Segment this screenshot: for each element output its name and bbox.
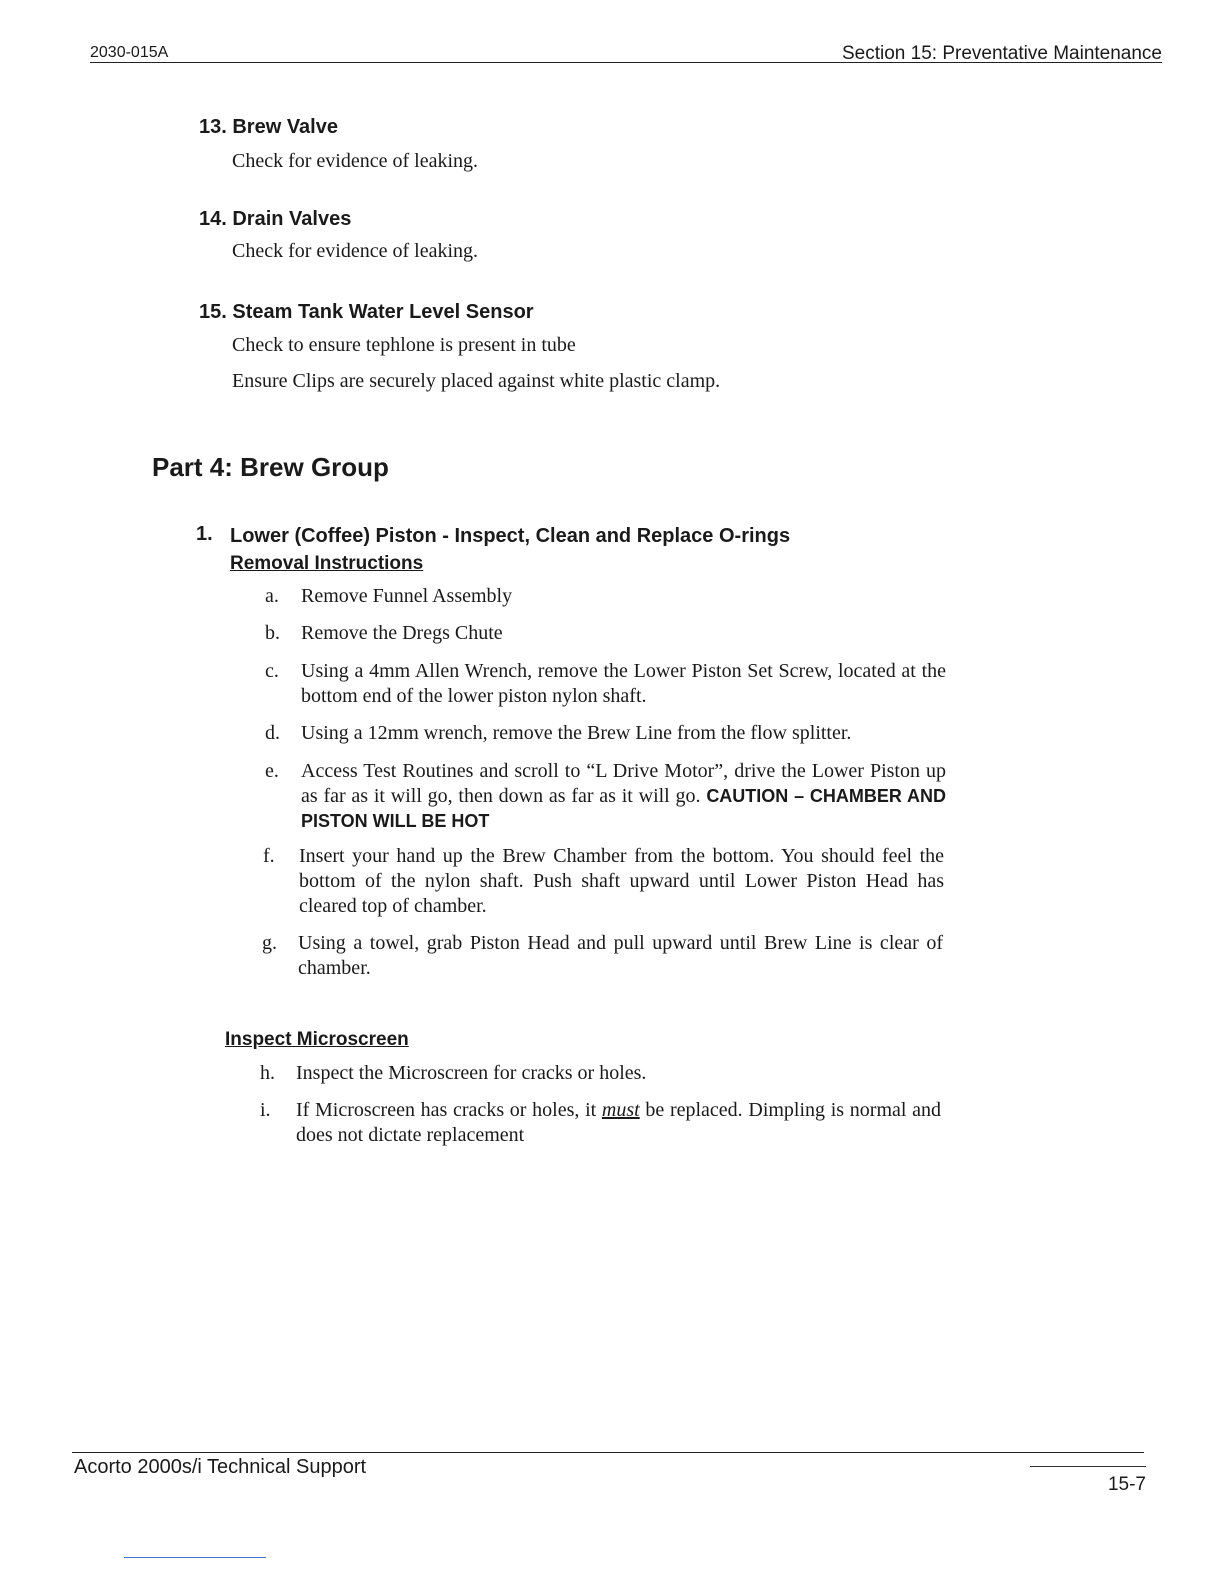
section-title: Section 15: Preventative Maintenance bbox=[841, 43, 1162, 64]
step-1-title: Lower (Coffee) Piston - Inspect, Clean and Replace O-rings bbox=[230, 525, 791, 547]
footer-rule bbox=[72, 1452, 1144, 1453]
caution-warning: CAUTION – CHAMBER AND PISTON WILL BE HOT bbox=[301, 786, 946, 831]
item-15-text-2: Ensure Clips are securely placed against white plastic clamp. bbox=[232, 370, 721, 392]
step-a-text: Remove Funnel Assembly bbox=[301, 585, 513, 607]
step-h-text: Inspect the Microscreen for cracks or holes. bbox=[296, 1062, 647, 1084]
step-f-letter: f. bbox=[263, 845, 275, 867]
footer-title: Acorto 2000s/i Technical Support bbox=[74, 1456, 367, 1478]
step-i-text-after: be replaced. Dimpling is normal and does not dictate replacement bbox=[296, 1099, 942, 1146]
step-i-letter: i. bbox=[260, 1099, 271, 1121]
step-b-text: Remove the Dregs Chute bbox=[301, 622, 503, 644]
step-g-text: Using a towel, grab Piston Head and pull upward until Brew Line is clear of chamber. bbox=[298, 932, 943, 979]
footer-page-rule bbox=[1030, 1466, 1146, 1467]
step-1-number: 1. bbox=[196, 523, 213, 545]
step-a-letter: a. bbox=[265, 585, 279, 607]
step-c-letter: c. bbox=[265, 660, 279, 682]
removal-instructions-heading: Removal Instructions bbox=[230, 553, 424, 574]
inspect-microscreen-heading: Inspect Microscreen bbox=[225, 1029, 409, 1050]
step-h-letter: h. bbox=[260, 1062, 275, 1084]
step-c-text: Using a 4mm Allen Wrench, remove the Lower Piston Set Screw, located at the bottom end of the lower piston nylon shaft. bbox=[301, 660, 946, 707]
step-i-text-before: If Microscreen has cracks or holes, it bbox=[296, 1099, 602, 1121]
step-d-text: Using a 12mm wrench, remove the Brew Line from the flow splitter. bbox=[301, 722, 852, 744]
part-title: Part 4: Brew Group bbox=[152, 452, 389, 482]
item-14-text: Check for evidence of leaking. bbox=[232, 240, 479, 262]
item-13-text: Check for evidence of leaking. bbox=[232, 150, 479, 172]
item-15-title: 15. Steam Tank Water Level Sensor bbox=[199, 301, 534, 323]
step-g-letter: g. bbox=[262, 932, 277, 954]
header-rule bbox=[90, 62, 1162, 63]
step-d-letter: d. bbox=[265, 722, 280, 744]
step-i-emphasis: must bbox=[601, 1099, 640, 1121]
step-e-letter: e. bbox=[265, 760, 279, 782]
step-i-text bbox=[296, 1098, 941, 1148]
page-number: 15-7 bbox=[1107, 1474, 1146, 1495]
item-15-text-1: Check to ensure tephlone is present in tube bbox=[232, 334, 576, 356]
bottom-link-line bbox=[124, 1557, 266, 1558]
step-e-body: Access Test Routines and scroll to “L Drive Motor”, drive the Lower Piston up as far as it will go, then down as far as it will go. bbox=[301, 760, 946, 807]
document-id: 2030-015A bbox=[90, 44, 169, 61]
item-13-title: 13. Brew Valve bbox=[199, 116, 338, 138]
item-14-title: 14. Drain Valves bbox=[199, 208, 352, 230]
step-b-letter: b. bbox=[265, 622, 280, 644]
step-e-text bbox=[301, 759, 946, 834]
step-f-text: Insert your hand up the Brew Chamber from the bottom. You should feel the bottom of the nylon shaft. Push shaft upward until Lower Piston Head has cleared top of chamber. bbox=[299, 845, 944, 917]
